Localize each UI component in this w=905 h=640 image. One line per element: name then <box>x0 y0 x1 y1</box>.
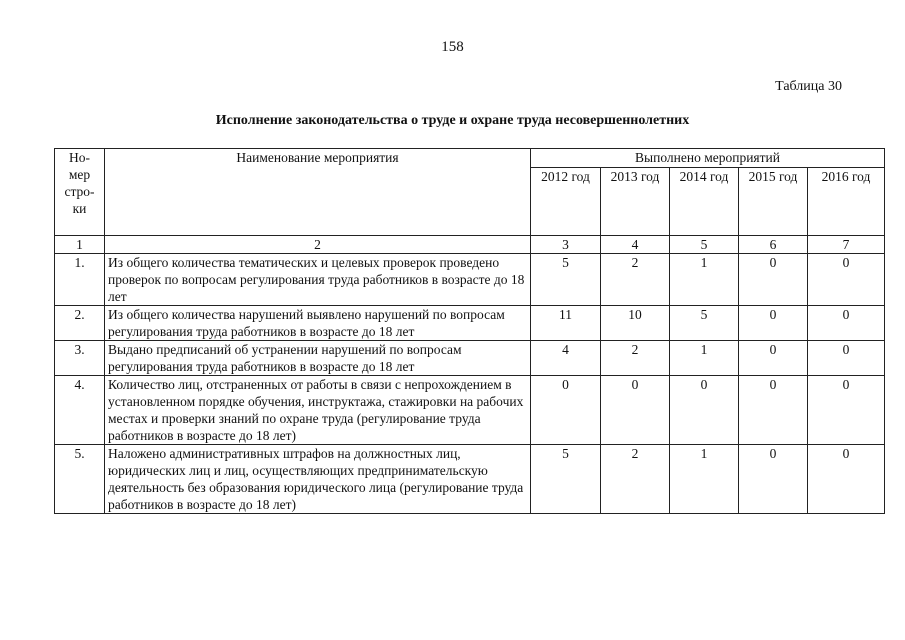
header-completed-label: Выполнено мероприятий <box>635 150 780 165</box>
table-title: Исполнение законодательства о труде и охране труда несовершеннолетних <box>215 113 690 128</box>
table-row <box>55 376 885 445</box>
header-year: 2013 год <box>601 168 670 236</box>
header-year: 2016 год <box>808 168 885 236</box>
table-row <box>55 445 885 514</box>
event-name: Наложено административных штрафов на должностных лиц, юридических лиц и лиц, осуществляющих предпринимательскую деятельность без образования юридического лица (регулирование труда работников в возрасте до 18 лет) <box>105 445 531 514</box>
column-index: 7 <box>808 236 885 254</box>
column-index: 5 <box>670 236 739 254</box>
row-number: 4. <box>55 376 105 445</box>
header-year: 2012 год <box>531 168 601 236</box>
header-row-number-label: Но- мер стро- ки <box>64 150 95 216</box>
value-2016: 0 <box>808 445 885 514</box>
column-index-row <box>55 236 885 254</box>
value-2016: 0 <box>808 254 885 306</box>
value-2016: 0 <box>808 306 885 341</box>
value-2015: 0 <box>739 445 808 514</box>
row-number: 2. <box>55 306 105 341</box>
value-2015: 0 <box>739 376 808 445</box>
column-index: 3 <box>531 236 601 254</box>
value-2012: 11 <box>531 306 601 341</box>
row-number: 3. <box>55 341 105 376</box>
value-2014: 1 <box>670 445 739 514</box>
value-2015: 0 <box>739 306 808 341</box>
column-index: 2 <box>105 236 531 254</box>
page-number: 158 <box>441 39 464 55</box>
table-row <box>55 306 885 341</box>
table-row <box>55 341 885 376</box>
value-2014: 0 <box>670 376 739 445</box>
event-name: Из общего количества тематических и целевых проверок проведено проверок по вопросам регулирования труда работников в возрасте до 18 лет <box>105 254 531 306</box>
value-2015: 0 <box>739 341 808 376</box>
value-2013: 2 <box>601 445 670 514</box>
value-2015: 0 <box>739 254 808 306</box>
column-index: 4 <box>601 236 670 254</box>
value-2012: 5 <box>531 445 601 514</box>
header-completed-group <box>531 149 885 168</box>
value-2014: 1 <box>670 341 739 376</box>
header-row-number <box>55 149 105 236</box>
value-2012: 4 <box>531 341 601 376</box>
header-event-name-label: Наименование мероприятия <box>236 150 399 165</box>
row-number: 5. <box>55 445 105 514</box>
event-name: Выдано предписаний об устранении нарушений по вопросам регулирования труда работников в возрасте до 18 лет <box>105 341 531 376</box>
event-name: Количество лиц, отстраненных от работы в связи с непрохождением в установленном порядке обучения, инструктажа, стажировки на рабочих местах и проверки знаний по охране труда (регулирование труда работников в возрасте до 18 лет) <box>105 376 531 445</box>
value-2016: 0 <box>808 341 885 376</box>
value-2014: 1 <box>670 254 739 306</box>
column-index: 6 <box>739 236 808 254</box>
value-2013: 2 <box>601 254 670 306</box>
data-table <box>54 148 885 514</box>
value-2013: 2 <box>601 341 670 376</box>
event-name: Из общего количества нарушений выявлено нарушений по вопросам регулирования труда работников в возрасте до 18 лет <box>105 306 531 341</box>
header-year: 2014 год <box>670 168 739 236</box>
table-row <box>55 254 885 306</box>
value-2012: 5 <box>531 254 601 306</box>
table-label: Таблица 30 <box>775 79 842 94</box>
header-year: 2015 год <box>739 168 808 236</box>
value-2013: 10 <box>601 306 670 341</box>
header-event-name <box>105 149 531 236</box>
column-index: 1 <box>55 236 105 254</box>
value-2016: 0 <box>808 376 885 445</box>
row-number: 1. <box>55 254 105 306</box>
value-2012: 0 <box>531 376 601 445</box>
value-2014: 5 <box>670 306 739 341</box>
value-2013: 0 <box>601 376 670 445</box>
